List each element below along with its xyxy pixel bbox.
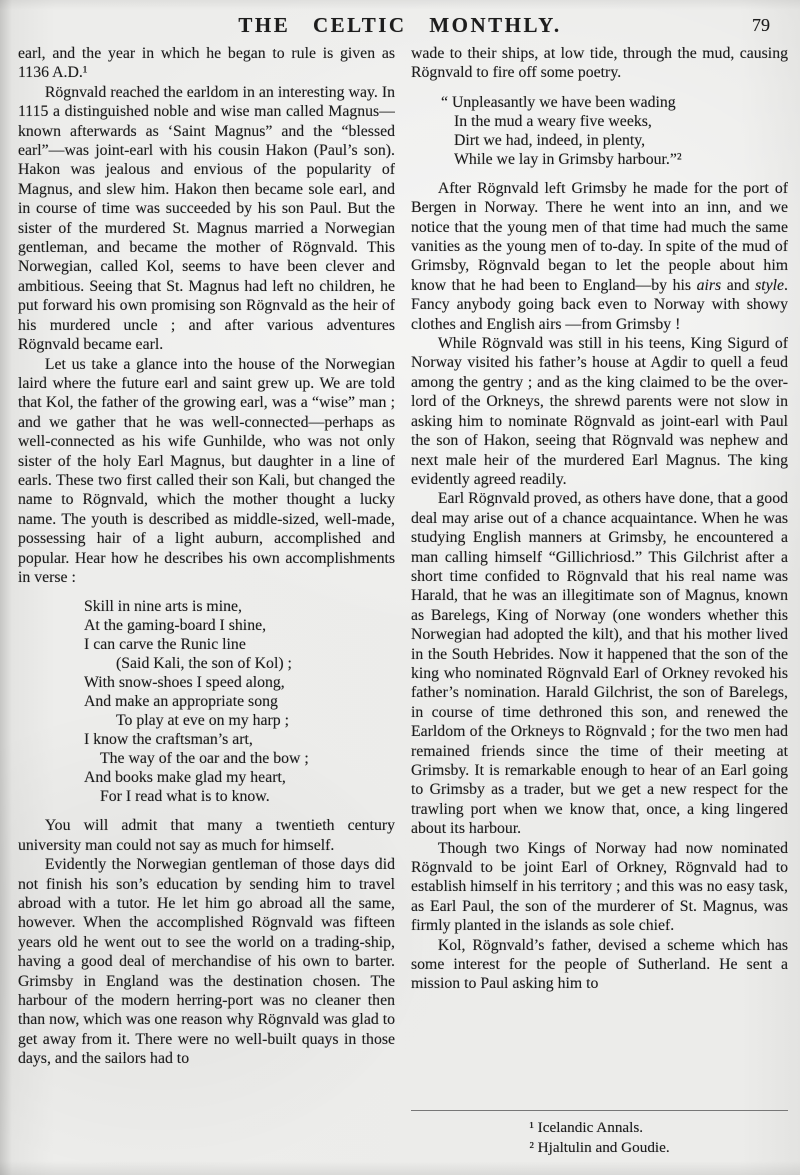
- paragraph-text: After Rögnvald left Grimsby he made for the port of Bergen in Norway. There he went into an inn, and we notice that the young men of that time had much the same vanities as the young men of to-day. In spite of the mud of Grimsby, Rögnvald began to let the people about him know that he had been to England—by his: [411, 179, 788, 294]
- verse-line: At the gaming-board I shine,: [84, 617, 267, 635]
- paragraph: Evidently the Norwegian gentleman of those days did not finish his son’s education by sending him to travel abroad with a tutor. He let him go abroad all the same, however. When the accomplished Rögnvald was fifteen years old he went out to see the world on a trading-ship, having a good deal of merchandise of his own to barter. Grimsby in England was the destination chosen. The harbour of the modern herring-port was no cleaner then than now, which was one reason why Rögnvald was glad to get away from it. There were no well-built quays in those days, and the sailors had to: [18, 856, 395, 1068]
- paragraph: wade to their ships, at low tide, through the mud, causing Rögnvald to fire off some poetry.: [411, 45, 788, 82]
- journal-title: THE CELTIC MONTHLY.: [238, 13, 562, 37]
- verse-block: [84, 597, 395, 806]
- paragraph: earl, and the year in which he began to rule is given as 1136 A.D.¹: [18, 45, 395, 82]
- paragraph: Rögnvald reached the earldom in an interesting way. In 1115 a distinguished noble and wise man called Magnus—known afterwards as ‘Saint Magnus” and the “blessed earl”—was joint-earl with his cousin Hakon (Paul’s son). Hakon was jealous and envious of the popularity of Magnus, and slew him. Hakon then became sole earl, and in course of time was succeeded by his son Paul. But the sister of the murdered St. Magnus married a Norwegian gentleman, and became the mother of Rögnvald. This Norwegian, called Kol, seems to have been clever and ambitious. Seeing that St. Magnus had left no children, he put forward his own promising son Rögnvald as the heir of his murdered uncle ; and after various adventures Rögnvald became earl.: [18, 83, 395, 354]
- footnote: ¹ Icelandic Annals.: [529, 1119, 644, 1136]
- verse-line: And make an appropriate song: [84, 693, 278, 711]
- quote-block: [441, 93, 788, 169]
- verse-line: The way of the oar and the bow ;: [100, 750, 309, 768]
- left-column: [18, 44, 395, 1168]
- verse-line: I can carve the Runic line: [84, 636, 246, 654]
- verse-line: To play at eve on my harp ;: [116, 712, 290, 730]
- paragraph: While Rögnvald was still in his teens, King Sigurd of Norway visited his father’s house at Agdir to quell a feud among the gentry ; and as the king claimed to be the over-lord of the Orkneys, the shrewd parents were not slow in asking him to nominate Rögnvald as joint-earl with Paul the son of Hakon, seeing that Rögnvald was nephew and next male heir of the murdered Earl Magnus. The king evidently agreed readily.: [411, 335, 788, 488]
- italic-word: style: [755, 276, 785, 294]
- paragraph: Earl Rögnvald proved, as others have done, that a good deal may arise out of a chance acquaintance. When he was studying English manners at Grimsby, he encountered a man calling himself “Gillichriosd.” This Gilchrist after a short time confided to Rögnvald that his real name was Harald, that he was an illegitimate son of Magnus, known as Barelegs, King of Norway (one wonders whether this Norwegian had adopted the kilt), and that his mother lived in the South Hebrides. Now it happened that the son of the king who nominated Rögnvald Earl of Orkney revoked his father’s nomination. Harald Gilchrist, the son of Barelegs, in course of time dethroned this son, and renewed the Earldom of the Orkneys to Rögnvald ; for the two men had remained friends since the time of their meeting at Grimsby. It is remarkable enough to hear of an Earl going to Grimsby as a trader, but we get a new respect for the trawling port when we know that, once, a king lingered about its harbour.: [411, 490, 788, 838]
- paragraph: Let us take a glance into the house of the Norwegian laird where the future earl and saint grew up. We are told that Kol, the father of the growing earl, was a “wise” man ; and we gather that he was well-connected—perhaps as well-connected as his wife Gunhilde, who was not only sister of the holy Earl Magnus, but daughter in a line of earls. These two first called their son Kali, but changed the name to Rögnvald, which the mother thought a lucky name. The youth is described as middle-sized, well-made, possessing hair of a light auburn, accomplished and popular. Hear how he describes his own accomplishments in verse :: [18, 355, 395, 586]
- verse-line: (Said Kali, the son of Kol) ;: [116, 655, 292, 673]
- text-columns: [18, 44, 788, 1168]
- paragraph-text: . Fancy anybody going back even to Norway with showy clothes and English airs —from Grimsby !: [411, 276, 788, 333]
- quote-line: In the mud a weary five weeks,: [454, 112, 652, 130]
- paragraph: Kol, Rögnvald’s father, devised a scheme which has some interest for the people of Sutherland. He sent a mission to Paul asking him to: [411, 936, 788, 993]
- paragraph: You will admit that many a twentieth century university man could not say as much for himself.: [18, 817, 395, 854]
- quote-line: Dirt we had, indeed, in plenty,: [454, 131, 646, 149]
- quote-line: “ Unpleasantly we have been wading: [441, 93, 676, 111]
- verse-line: For I read what is to know.: [100, 788, 270, 806]
- footnote-lines: [529, 1118, 669, 1158]
- verse-line: I know the craftsman’s art,: [84, 731, 253, 749]
- footnotes-section: [411, 1110, 788, 1168]
- verse-line: Skill in nine arts is mine,: [84, 598, 242, 616]
- paragraph-text: and: [721, 276, 756, 294]
- italic-word: airs: [696, 276, 722, 294]
- paragraph: [411, 179, 788, 334]
- verse-line: With snow-shoes I speed along,: [84, 674, 285, 692]
- right-column: [411, 44, 788, 1168]
- verse-line: And books make glad my heart,: [84, 769, 286, 787]
- paragraph: Though two Kings of Norway had now nominated Rögnvald to be joint Earl of Orkney, Rögnvald had to establish himself in his territory ; and this was no easy task, as Earl Paul, the son of the murderer of St. Magnus, was firmly planted in the islands as sole chief.: [411, 839, 788, 935]
- quote-line: While we lay in Grimsby harbour.”²: [454, 150, 682, 168]
- page-number: 79: [752, 15, 770, 35]
- footnote: ² Hjaltulin and Goudie.: [529, 1139, 670, 1156]
